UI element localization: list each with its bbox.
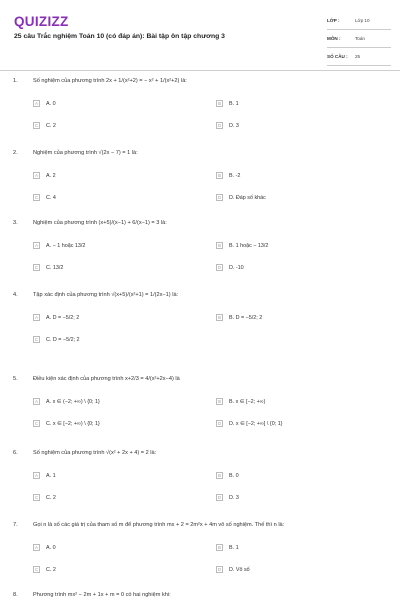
option-letter-box: D: [217, 495, 222, 500]
meta-row-count: [327, 48, 391, 66]
answer-option-c[interactable]: [33, 194, 56, 201]
option-text: B. 1 hoặc − 13/2: [229, 242, 269, 249]
meta-row-class: [327, 12, 391, 30]
question-number: 1.: [13, 78, 18, 84]
option-letter-box: C: [34, 123, 39, 128]
option-text: B. -2: [229, 172, 241, 179]
meta-key: SỐ CÂU :: [327, 54, 348, 59]
option-letter-box: D: [217, 567, 222, 572]
answer-option-b[interactable]: [216, 242, 268, 249]
option-letter-box: D: [217, 421, 222, 426]
option-text: C. 2: [46, 566, 56, 573]
option-text: D. 3: [229, 122, 239, 129]
answer-option-d[interactable]: [216, 420, 283, 427]
option-text: D. 3: [229, 494, 239, 501]
answer-option-b[interactable]: [216, 172, 240, 179]
question-number: 7.: [13, 522, 18, 528]
option-text: C. 2: [46, 122, 56, 129]
option-letter-box: B: [216, 544, 223, 551]
answer-option-d[interactable]: [216, 122, 239, 129]
option-text: A. 1: [46, 472, 56, 479]
answer-option-a[interactable]: [33, 172, 56, 179]
quizizz-logo: QUIZIZZ: [14, 14, 69, 29]
option-letter-box: A: [33, 472, 40, 479]
option-text: C. 13/2: [46, 264, 64, 271]
option-letter-box: B: [216, 314, 223, 321]
answer-option-b[interactable]: [216, 544, 239, 551]
option-letter-box: C: [34, 265, 39, 270]
option-letter-box: B: [216, 100, 223, 107]
option-text: A. − 1 hoặc 13/2: [46, 242, 86, 249]
answer-option-c[interactable]: [33, 264, 63, 271]
question-text: Nghiệm của phương trình (x+5)/(x−1) + 6/(x−1) = 3 là:: [33, 220, 167, 226]
option-letter-box: A: [33, 398, 40, 405]
option-text: A. 0: [46, 544, 56, 551]
option-text: A. 2: [46, 172, 56, 179]
option-letter-box: C: [34, 495, 39, 500]
option-text: D. x ∈ [−2; +∞] \ {0; 1}: [229, 420, 283, 427]
option-letter-box: A: [33, 100, 40, 107]
option-text: D. Vô số: [229, 566, 250, 573]
option-letter-box: A: [33, 314, 40, 321]
question-text: Nghiệm của phương trình √(2x − 7) = 1 là:: [33, 150, 138, 156]
option-text: B. 0: [229, 472, 239, 479]
question-number: 8.: [13, 592, 18, 598]
question-text: Điều kiện xác định của phương trình x+2/3 = 4/(x²+2x−4) là: [33, 376, 180, 382]
answer-option-c[interactable]: [33, 494, 56, 501]
option-letter-box: B: [216, 398, 223, 405]
answer-option-d[interactable]: [216, 494, 239, 501]
option-text: B. 1: [229, 100, 239, 107]
question-number: 5.: [13, 376, 18, 382]
question-text: Tập xác định của phương trình √(x+5)/(x²+1) = 1/(2x−1) là:: [33, 292, 179, 298]
option-text: B. x ∈ [−2; +∞): [229, 398, 266, 405]
option-letter-box: C: [34, 337, 39, 342]
question-text: Gọi n là số các giá trị của tham số m để phương trình mx + 2 = 2m²x + 4m vô số nghiệm. Thế thì n là:: [33, 522, 285, 528]
meta-row-subject: [327, 30, 391, 48]
option-letter-box: D: [217, 265, 222, 270]
option-text: A. x ∈ (−2; +∞) \ {0; 1}: [46, 398, 100, 405]
question-text: Số nghiệm của phương trình √(x² + 2x + 4) = 2 là:: [33, 450, 157, 456]
question-number: 6.: [13, 450, 18, 456]
option-letter-box: B: [216, 472, 223, 479]
meta-value: 25: [355, 54, 361, 59]
meta-key: LỚP :: [327, 18, 340, 23]
answer-option-a[interactable]: [33, 314, 79, 321]
option-letter-box: A: [33, 242, 40, 249]
question-number: 4.: [13, 292, 18, 298]
answer-option-b[interactable]: [216, 472, 239, 479]
question-text: Phương trình mx² − 2m + 1x + m = 0 có hai nghiệm khi:: [33, 592, 171, 598]
option-letter-box: B: [216, 172, 223, 179]
option-letter-box: C: [34, 421, 39, 426]
option-text: B. D = −5/2; 2: [229, 314, 263, 321]
option-letter-box: D: [217, 123, 222, 128]
option-letter-box: A: [33, 172, 40, 179]
answer-option-d[interactable]: [216, 264, 244, 271]
answer-option-b[interactable]: [216, 398, 265, 405]
option-text: D. -10: [229, 264, 244, 271]
option-text: A. 0: [46, 100, 56, 107]
option-letter-box: C: [34, 195, 39, 200]
answer-option-d[interactable]: [216, 194, 266, 201]
answer-option-c[interactable]: [33, 566, 56, 573]
answer-option-a[interactable]: [33, 242, 85, 249]
option-letter-box: B: [216, 242, 223, 249]
meta-key: MÔN :: [327, 36, 341, 41]
answer-option-b[interactable]: [216, 100, 239, 107]
option-text: A. D = −5/2; 2: [46, 314, 80, 321]
meta-value: Lớp 10: [355, 18, 370, 23]
answer-option-a[interactable]: [33, 544, 56, 551]
answer-option-a[interactable]: [33, 100, 56, 107]
question-text: Số nghiệm của phương trình 2x + 1/(x²+2) = − x² + 1/(x²+2) là:: [33, 78, 187, 84]
option-letter-box: C: [34, 567, 39, 572]
answer-option-b[interactable]: [216, 314, 262, 321]
question-number: 2.: [13, 150, 18, 156]
option-letter-box: A: [33, 544, 40, 551]
meta-value: Toán: [355, 36, 365, 41]
answer-option-c[interactable]: [33, 122, 56, 129]
option-text: D. Đáp số khác: [229, 194, 266, 201]
answer-option-a[interactable]: [33, 472, 56, 479]
page-title: 25 câu Trắc nghiệm Toán 10 (có đáp án): Bài tập ôn tập chương 3: [14, 33, 225, 40]
header-divider: [0, 70, 400, 71]
option-text: C. x ∈ [−2; +∞) \ {0; 1}: [46, 420, 100, 427]
answer-option-a[interactable]: [33, 398, 100, 405]
meta-table: [327, 12, 391, 66]
option-letter-box: D: [217, 195, 222, 200]
option-text: B. 1: [229, 544, 239, 551]
answer-option-c[interactable]: [33, 336, 80, 343]
answer-option-d[interactable]: [216, 566, 250, 573]
answer-option-c[interactable]: [33, 420, 100, 427]
option-text: C. 4: [46, 194, 56, 201]
question-number: 3.: [13, 220, 18, 226]
option-text: C. D = −5/2; 2: [46, 336, 80, 343]
option-text: C. 2: [46, 494, 56, 501]
